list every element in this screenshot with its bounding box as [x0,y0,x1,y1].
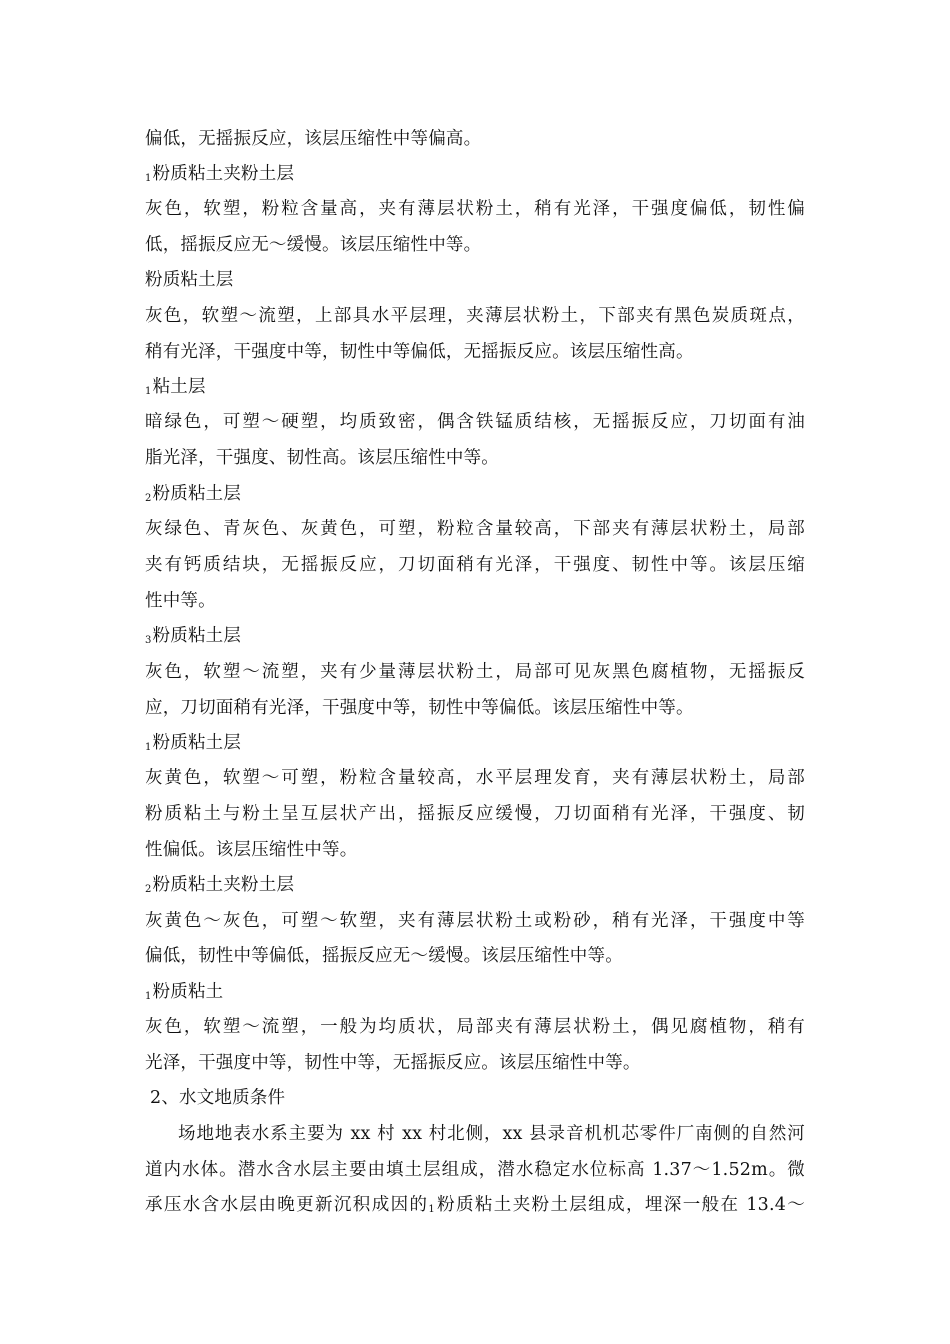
layer-heading: $_2$粉质粘土夹粉土层 [145,875,295,895]
paragraph-line: 暗绿色，可塑～硬塑，均质致密，偶含铁锰质结核，无摇振反应，刀切面有油 [145,412,805,432]
paragraph-line: 性中等。 [145,591,216,611]
layer-subscript: 1 [145,173,152,184]
layer-heading: $_1$粉质粘土层 [145,733,242,753]
paragraph-line: 灰黄色～灰色，可塑～软塑，夹有薄层状粉土或粉砂，稍有光泽，干强度中等 [145,911,805,931]
paragraph-line: 灰黄色，软塑～可塑，粉粒含量较高，水平层理发育，夹有薄层状粉土，局部 [145,768,805,788]
layer-heading: $_1$粘土层 [145,377,206,397]
paragraph-line: 夹有钙质结块，无摇振反应，刀切面稍有光泽，干强度、韧性中等。该层压缩 [145,555,805,575]
paragraph-line: 灰色，软塑～流塑，一般为均质状，局部夹有薄层状粉土，偶见腐植物，稍有 [145,1017,805,1037]
paragraph-line: 承压水含水层由晚更新沉积成因的$_1$粉质粘土夹粉土层组成，埋深一般在 13.4～ [145,1195,805,1215]
layer-heading: $_3$粉质粘土层 [145,626,242,646]
paragraph-line: 灰色，软塑，粉粒含量高，夹有薄层状粉土，稍有光泽，干强度偏低，韧性偏 [145,199,805,219]
paragraph-line: 道内水体。潜水含水层主要由填土层组成，潜水稳定水位标高 1.37～1.52m。微 [145,1160,805,1180]
paragraph-line: 粉质粘土与粉土呈互层状产出，摇振反应缓慢，刀切面稍有光泽，干强度、韧 [145,804,805,824]
paragraph-line: 灰色，软塑～流塑，夹有少量薄层状粉土，局部可见灰黑色腐植物，无摇振反 [145,662,805,682]
paragraph-line: 低，摇振反应无～缓慢。该层压缩性中等。 [145,235,482,255]
layer-subscript: 2 [145,884,152,895]
layer-subscript: 2 [145,493,152,504]
paragraph-line: 偏低，无摇振反应，该层压缩性中等偏高。 [145,129,482,149]
section-heading: 2、水文地质条件 [150,1088,286,1108]
paragraph-line: 稍有光泽，干强度中等，韧性中等偏低，无摇振反应。该层压缩性高。 [145,342,694,362]
layer-subscript: 1 [145,991,152,1002]
layer-heading: $_1$粉质粘土 [145,982,224,1002]
layer-subscript: 1 [145,742,152,753]
layer-subscript: 1 [428,1204,435,1215]
paragraph-line: 场地地表水系主要为 xx 村 xx 村北侧，xx 县录音机机芯零件厂南侧的自然河 [178,1124,805,1144]
paragraph-line: 性偏低。该层压缩性中等。 [145,840,358,860]
paragraph-line: 应，刀切面稍有光泽，干强度中等，韧性中等偏低。该层压缩性中等。 [145,698,694,718]
paragraph-line: 偏低，韧性中等偏低，摇振反应无～缓慢。该层压缩性中等。 [145,946,623,966]
layer-heading: $_1$粉质粘土夹粉土层 [145,164,295,184]
paragraph-line: 灰绿色、青灰色、灰黄色，可塑，粉粒含量较高，下部夹有薄层状粉土，局部 [145,519,805,539]
layer-heading: $_2$粉质粘土层 [145,484,242,504]
layer-subscript: 3 [145,635,152,646]
paragraph-line: 脂光泽，干强度、韧性高。该层压缩性中等。 [145,448,499,468]
paragraph-line: 光泽，干强度中等，韧性中等，无摇振反应。该层压缩性中等。 [145,1053,641,1073]
layer-subscript: 1 [145,386,152,397]
paragraph-line: 灰色，软塑～流塑，上部具水平层理，夹薄层状粉土，下部夹有黑色炭质斑点， [145,306,805,326]
layer-heading: 粉质粘土层 [145,270,234,290]
